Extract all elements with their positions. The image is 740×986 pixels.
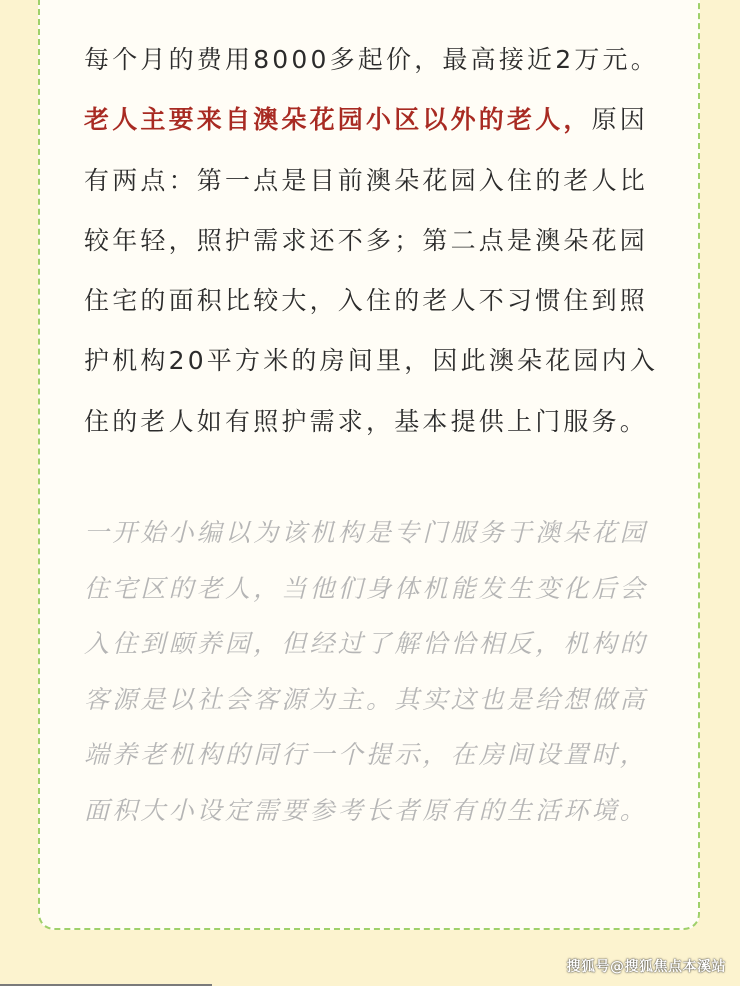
- editor-note-paragraph: 一开始小编以为该机构是专门服务于澳朵花园住宅区的老人，当他们身体机能发生变化后会入住到颐养园，但经过了解恰恰相反，机构的客源是以社会客源为主。其实这也是给想做高端养老机构的同行一个提示，在房间设置时，面积大小设定需要参考长者原有的生活环境。: [84, 518, 649, 825]
- source-watermark: 搜狐号@搜狐焦点本溪站: [566, 959, 726, 975]
- paragraph-text: 每个月的费用8000多起价，最高接近2万元。: [84, 45, 659, 74]
- article-paragraph-main: [84, 30, 664, 452]
- paragraph-text: 原因有两点：第一点是目前澳朵花园入住的老人比较年轻，照护需求还不多；第二点是澳朵花园住宅的面积比较大，入住的老人不习惯住到照护机构20平方米的房间里，因此澳朵花园内入住的老人如有照护需求，基本提供上门服务。: [84, 105, 659, 436]
- highlighted-text: 老人主要来自澳朵花园小区以外的老人，: [84, 105, 592, 135]
